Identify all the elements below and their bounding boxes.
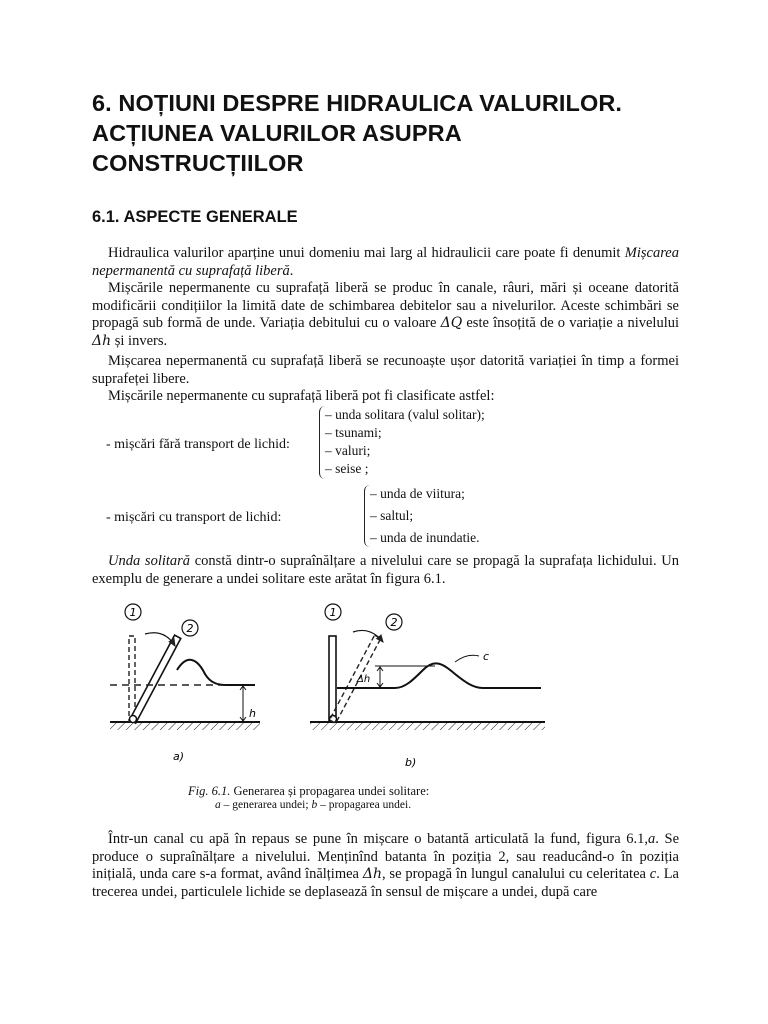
label-c: c: [483, 650, 490, 663]
panel-a-label: a): [173, 750, 185, 763]
caption-b-text: – propagarea undei.: [317, 799, 412, 811]
paragraph-intro: [92, 245, 679, 280]
group-no-transport-label: - mișcări fără transport de lichid:: [106, 437, 290, 452]
list-item: – unda de inundatie.: [370, 530, 480, 545]
paddle-position-2: [130, 635, 181, 723]
paragraph-text: . Se produce o supraînălțare a nivelului. Menținînd batanta în poziția 2, sau readucând-o în poziția inițială, unda care s-a format, având înălțimea: [92, 831, 680, 882]
list-item: – seise ;: [325, 461, 369, 476]
group-transport-label: - mișcări cu transport de lichid:: [106, 510, 282, 525]
figure-6-1: [105, 598, 555, 778]
caption-a-text: – generarea undei;: [220, 799, 312, 811]
paragraph-wave-generation: [92, 831, 679, 901]
term-solitary-wave: Unda solitară: [108, 553, 191, 569]
figure-panel-a: [110, 604, 260, 763]
paragraph-text: , se propagă în lungul canalului cu celeritatea: [381, 866, 650, 882]
list-item: – tsunami;: [325, 425, 382, 440]
paragraph-text: este însoțită de o variație a nivelului: [462, 315, 679, 331]
symbol-delta-h-2: Δh: [362, 866, 382, 882]
paragraph-text: Mișcările nepermanente cu suprafață liberă se produc în canale, râuri, mări și oceane datorită modificării condițiilor la limită date de schimbarea debitelor sau a nivelurilor. Aceste schimbări se propagă sub formă de unde. Variația debitului cu o valoare: [92, 280, 679, 331]
motion-arrow-b: [353, 630, 383, 642]
paragraph-text: Într-un canal cu apă în repaus se pune în mișcare o batantă articulată la fund, figura 6.1,: [108, 831, 649, 847]
hinge: [130, 716, 137, 723]
list-item: – saltul;: [370, 508, 414, 523]
ref-c: c: [649, 866, 657, 882]
chapter-title: [92, 88, 712, 178]
chapter-title-line-1: 6. NOȚIUNI DESPRE HIDRAULICA VALURILOR.: [92, 90, 623, 116]
section-heading: 6.1. ASPECTE GENERALE: [92, 208, 298, 226]
paragraph-text: și invers.: [111, 332, 168, 349]
wave-surface-a: [177, 660, 255, 685]
list-item: – unda solitara (valul solitar);: [325, 407, 485, 422]
paddle-initial-position: [129, 636, 135, 722]
symbol-delta-h: Δh: [92, 332, 112, 349]
figure-panel-b: [310, 604, 545, 769]
paddle-previous-position: [330, 635, 381, 723]
paragraph-recognition: Mișcarea nepermanentă cu suprafață liberă se recunoaște ușor datorită variației în timp a formei suprafeței libere.: [92, 353, 679, 387]
caption-line-1: [188, 784, 548, 798]
marker-1-label: 1: [129, 606, 137, 619]
figure-caption: [188, 784, 548, 812]
celerity-leader: [455, 655, 479, 662]
list-item: – valuri;: [325, 443, 371, 458]
caption-line-2: [188, 798, 548, 812]
symbol-delta-q: ΔQ: [440, 315, 463, 331]
paragraph-unsteady-motion: [92, 280, 679, 350]
caption-text: Generarea și propagarea undei solitare:: [230, 784, 430, 798]
paragraph-text: . La trecerea undei, particulele lichide se deplasează în sensul de mișcare a undei, după care: [92, 866, 679, 900]
chapter-title-line-2: ACȚIUNEA VALURILOR ASUPRA: [92, 120, 462, 146]
marker-1-label-b: 1: [329, 606, 337, 619]
panel-b-label: b): [405, 756, 417, 769]
list-item: – unda de viitura;: [370, 486, 465, 501]
paragraph-solitary-wave: [92, 553, 679, 588]
paragraph-intro-term: Mișcarea nepermanentă cu suprafață liberă: [92, 245, 679, 279]
caption-a: a: [215, 799, 221, 811]
label-delta-h: Δh: [357, 674, 371, 685]
paragraph-text: constă dintr-o supraînălțare a nivelului care se propagă la suprafața lichidului. Un exemplu de generare a undei solitare este arătat în figura 6.1.: [92, 553, 679, 587]
paragraph-intro-end: .: [289, 262, 294, 279]
caption-prefix: Fig. 6.1.: [188, 784, 231, 798]
ref-a: a: [648, 831, 656, 847]
marker-2-label-b: 2: [390, 616, 398, 629]
paragraph-intro-text: Hidraulica valurilor aparține unui domeniu mai larg al hidraulicii care poate fi denumit: [108, 245, 625, 261]
channel-bed-hatch-b: [310, 722, 545, 730]
caption-b: b: [311, 799, 318, 811]
chapter-title-line-3: CONSTRUCȚIILOR: [92, 150, 304, 176]
marker-2-label: 2: [186, 622, 194, 635]
label-h: h: [249, 707, 256, 720]
paragraph-classification: Mișcările nepermanente cu suprafață liberă pot fi clasificate astfel:: [108, 388, 495, 404]
